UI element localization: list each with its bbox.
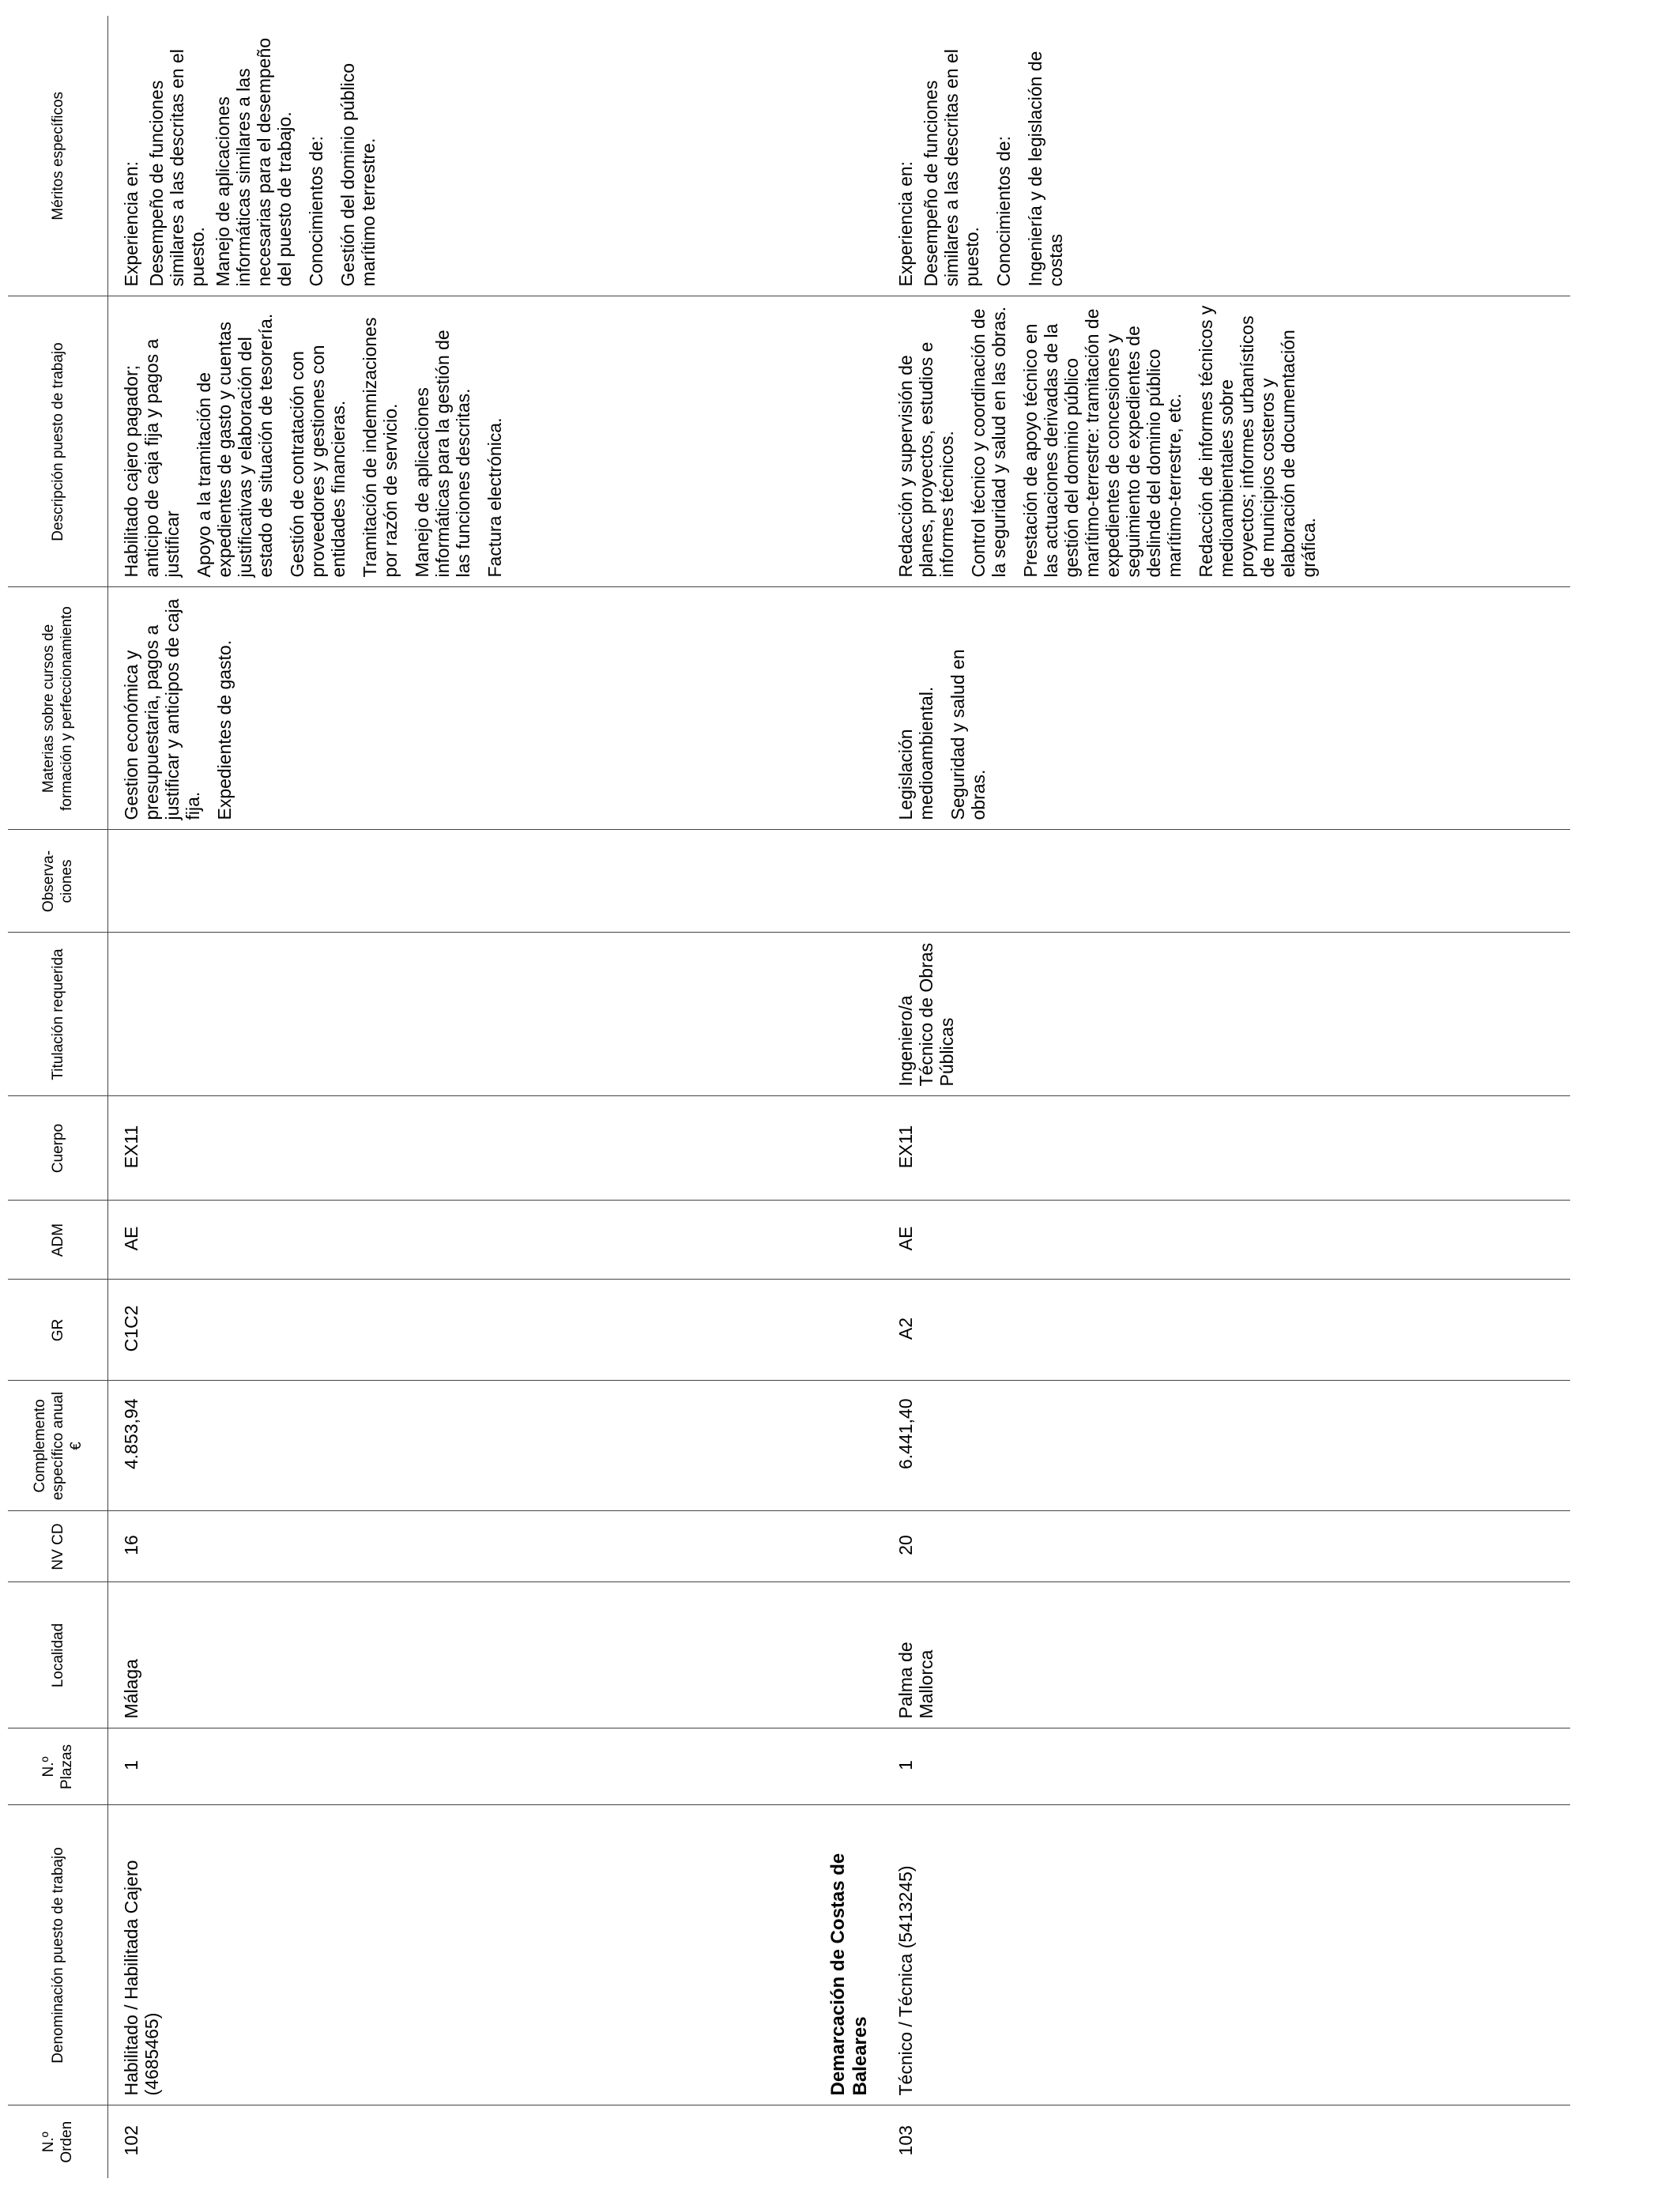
section-empty-cell bbox=[819, 1280, 883, 1381]
section-empty-cell bbox=[819, 830, 883, 933]
grupo-cell: C1C2 bbox=[108, 1280, 819, 1381]
table-header-row bbox=[8, 16, 108, 2178]
meritos-cell bbox=[108, 16, 819, 296]
header-meritos: Méritos específicos bbox=[8, 16, 108, 296]
materias-cell bbox=[883, 587, 1570, 830]
section-empty-cell bbox=[819, 1201, 883, 1280]
observaciones-cell bbox=[108, 830, 819, 933]
meritos-cell bbox=[883, 16, 1570, 296]
section-empty-cell bbox=[819, 1381, 883, 1511]
descripcion-item: Control técnico y coordinación de la seguridad y salud en las obras. bbox=[967, 306, 1009, 578]
section-title: Demarcación de Costas de Baleares bbox=[819, 1805, 883, 2105]
localidad-cell: Palma de Mallorca bbox=[883, 1582, 1570, 1728]
adm-cell: AE bbox=[108, 1201, 819, 1280]
section-row bbox=[819, 16, 883, 2178]
titulacion-cell bbox=[108, 933, 819, 1096]
nivel-cell: 16 bbox=[108, 1511, 819, 1582]
header-denominacion: Denominación puesto de trabajo bbox=[8, 1805, 108, 2105]
plazas-cell: 1 bbox=[883, 1728, 1570, 1805]
descripcion-item: Tramitación de indemnizaciones por razón de servicio. bbox=[360, 317, 401, 578]
section-empty-cell bbox=[819, 1511, 883, 1582]
materias-item: Seguridad y salud en obras. bbox=[947, 649, 989, 820]
materias-cell bbox=[108, 587, 819, 830]
header-grupo: GR bbox=[8, 1280, 108, 1381]
section-empty-cell bbox=[819, 587, 883, 830]
descripcion-item: Redacción de informes técnicos y medioambientales sobre proyectos; informes urbanísticos de municipios costeros y elaboración de documentación gráfica. bbox=[1195, 305, 1319, 578]
localidad-cell: Málaga bbox=[108, 1582, 819, 1728]
header-materias: Materias sobre cursos de formación y perfeccionamiento bbox=[8, 587, 108, 830]
meritos-item: Desempeño de funciones similares a las descritas en el puesto. bbox=[146, 49, 208, 287]
meritos-item: Gestión del dominio público marítimo terrestre. bbox=[337, 62, 379, 287]
materias-item: Gestion económica y presupuestaria, pagos a justificar y anticipos de caja fija. bbox=[121, 598, 203, 820]
denominacion-cell: Habilitado / Habilitada Cajero (4685465) bbox=[108, 1805, 819, 2105]
descripcion-item: Manejo de aplicaciones informáticas para la gestión de las funciones descritas. bbox=[412, 330, 473, 578]
section-empty-cell bbox=[819, 2105, 883, 2178]
complemento-cell: 6.441,40 bbox=[883, 1381, 1570, 1511]
section-empty-cell bbox=[819, 296, 883, 587]
header-orden: N.º Orden bbox=[8, 2105, 108, 2178]
titulacion-cell: Ingeniero/a Técnico de Obras Públicas bbox=[883, 933, 1570, 1096]
denominacion-cell: Técnico / Técnica (5413245) bbox=[883, 1805, 1570, 2105]
meritos-item: Experiencia en: bbox=[895, 160, 916, 287]
section-empty-cell bbox=[819, 933, 883, 1096]
descripcion-item: Habilitado cajero pagador; anticipo de caja fija y pagos a justificar bbox=[121, 338, 183, 578]
header-plazas: N.º Plazas bbox=[8, 1728, 108, 1805]
meritos-item: Conocimientos de: bbox=[993, 136, 1014, 287]
section-empty-cell bbox=[819, 1728, 883, 1805]
header-observaciones: Observa-ciones bbox=[8, 830, 108, 933]
table-row bbox=[883, 16, 1570, 2178]
header-localidad: Localidad bbox=[8, 1582, 108, 1728]
header-titulacion: Titulación requerida bbox=[8, 933, 108, 1096]
header-nivel: NV CD bbox=[8, 1511, 108, 1582]
header-complemento: Complemento específico anual € bbox=[8, 1381, 108, 1511]
orden-cell: 102 bbox=[121, 2125, 141, 2156]
orden-cell: 103 bbox=[895, 2125, 916, 2156]
header-descripcion: Descripción puesto de trabajo bbox=[8, 296, 108, 587]
descripcion-cell bbox=[883, 296, 1570, 587]
plazas-cell: 1 bbox=[108, 1728, 819, 1805]
section-empty-cell bbox=[819, 1582, 883, 1728]
adm-cell: AE bbox=[883, 1201, 1570, 1280]
materias-item: Expedientes de gasto. bbox=[214, 639, 235, 820]
materias-item: Legislación medioambiental. bbox=[895, 686, 936, 820]
descripcion-item: Factura electrónica. bbox=[484, 417, 505, 578]
complemento-cell: 4.853,94 bbox=[108, 1381, 819, 1511]
descripcion-item: Prestación de apoyo técnico en las actuaciones derivadas de la gestión del dominio público marítimo-terrestre: tramitación de expedientes de concesiones y seguimiento de expedientes de deslinde del dominio público marítimo-terrestre, etc. bbox=[1019, 308, 1185, 578]
descripcion-item: Apoyo a la tramitación de expedientes de gasto y cuentas justificativas y elaboración del estado de situación de tesorería. bbox=[194, 313, 276, 578]
job-positions-table bbox=[8, 16, 1570, 2178]
meritos-item: Manejo de aplicaciones informáticas similares a las necesarias para el desempeño del puesto de trabajo. bbox=[213, 37, 295, 287]
cuerpo-cell: EX11 bbox=[108, 1096, 819, 1201]
observaciones-cell bbox=[883, 830, 1570, 933]
grupo-cell: A2 bbox=[883, 1280, 1570, 1381]
meritos-item: Desempeño de funciones similares a las descritas en el puesto. bbox=[920, 49, 982, 287]
section-empty-cell bbox=[819, 16, 883, 296]
cuerpo-cell: EX11 bbox=[883, 1096, 1570, 1201]
header-adm: ADM bbox=[8, 1201, 108, 1280]
meritos-item: Conocimientos de: bbox=[306, 136, 326, 287]
table-row bbox=[108, 16, 819, 2178]
header-cuerpo: Cuerpo bbox=[8, 1096, 108, 1201]
descripcion-cell bbox=[108, 296, 819, 587]
section-empty-cell bbox=[819, 1096, 883, 1201]
descripcion-item: Gestión de contratación con proveedores y gestiones con entidades financieras. bbox=[287, 345, 348, 578]
descripcion-item: Redacción y supervisión de planes, proyectos, estudios e informes técnicos. bbox=[895, 341, 957, 578]
meritos-item: Ingeniería y de legislación de costas bbox=[1024, 51, 1066, 287]
nivel-cell: 20 bbox=[883, 1511, 1570, 1582]
meritos-item: Experiencia en: bbox=[121, 160, 141, 287]
